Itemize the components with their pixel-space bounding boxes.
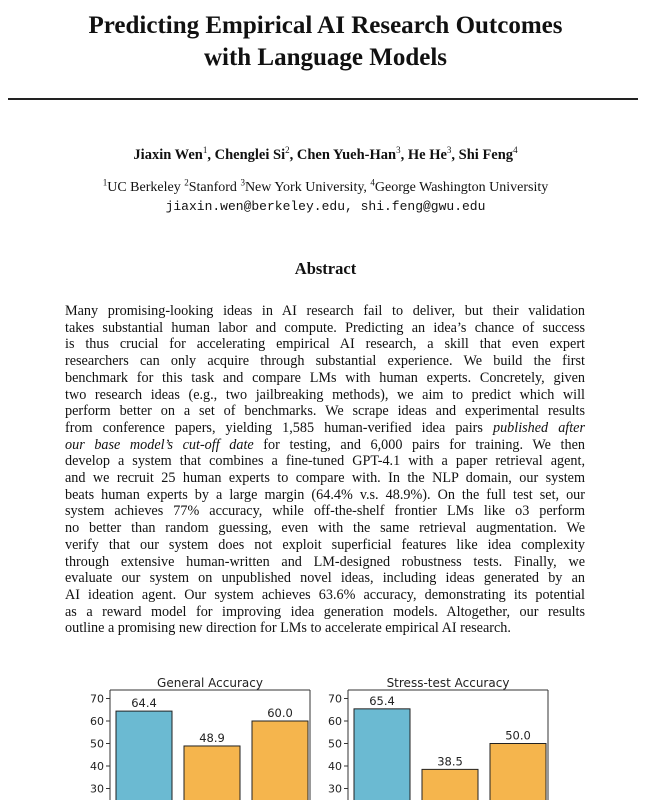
abstract-body xyxy=(65,303,585,637)
y-tick-label: 40 xyxy=(90,760,104,773)
abstract-line: from conference papers, yielding 1,585 human-verified idea pairs published after xyxy=(65,419,585,436)
general-accuracy-chart xyxy=(80,672,320,800)
abstract-line: as a reward model for improving idea generation models. Altogether, our results xyxy=(65,603,585,620)
bar xyxy=(252,721,308,800)
stress-test-accuracy-chart xyxy=(318,672,558,800)
y-tick-label: 50 xyxy=(90,737,104,751)
y-tick-label: 30 xyxy=(90,782,104,796)
author: Chenglei Si$^2$ xyxy=(214,145,290,163)
title-line-2: with Language Models xyxy=(203,44,448,71)
author-emails: jiaxin.wen@berkeley.edu, shi.feng@gwu.edu xyxy=(165,199,486,214)
abstract-heading: Abstract xyxy=(294,259,357,278)
abstract-line: develop a system that combines a fine-tuned GPT-4.1 with a paper retrieval agent, xyxy=(65,453,585,470)
abstract-line: takes substantial human labor and compute. Predicting an idea’s chance of success xyxy=(65,319,585,336)
abstract-line: through extensive human-written and LM-designed robustness tests. Finally, we xyxy=(65,553,585,570)
abstract-line: perform better on a set of benchmarks. We scrape ideas and experimental results xyxy=(65,403,585,420)
italic-fragment: our base model’s cut-off date xyxy=(65,436,254,453)
bar xyxy=(184,746,240,800)
bar xyxy=(354,709,410,800)
bar-value-label: 60.0 xyxy=(267,706,293,720)
author: Jiaxin Wen$^1$ xyxy=(133,145,208,163)
bar xyxy=(116,711,172,800)
paper-title xyxy=(0,10,651,74)
abstract-line: Many promising-looking ideas in AI research fail to deliver, but their validation xyxy=(65,303,585,319)
chart-title: General Accuracy xyxy=(157,676,263,690)
author-list: Jiaxin Wen$^1$, Chenglei Si$^2$, Chen Yueh-Han$^3$, He He$^3$, Shi Feng$^4$ xyxy=(133,145,518,163)
abstract-line: system achieves 77% accuracy, while off-the-shelf frontier LMs like o3 perform xyxy=(65,503,585,520)
bar-value-label: 65.4 xyxy=(369,693,395,708)
abstract-line: and we recruit 25 human experts to compare with. In the NLP domain, our system xyxy=(65,470,585,487)
abstract-line: evaluate our system on unpublished novel ideas, including ideas generated by an xyxy=(65,570,585,587)
bar-value-label: 64.4 xyxy=(131,696,157,711)
y-tick-label: 70 xyxy=(328,692,342,706)
abstract-line: our base model’s cut-off date for testing, and 6,000 pairs for training. We then xyxy=(65,436,585,453)
abstract-line: is thus crucial for accelerating empirical AI research, a skill that even expert xyxy=(65,336,585,353)
y-tick-label: 70 xyxy=(90,692,104,706)
y-tick-label: 60 xyxy=(90,715,104,728)
italic-fragment: published after xyxy=(492,419,585,436)
bar-value-label: 38.5 xyxy=(437,754,463,769)
y-tick-label: 30 xyxy=(328,782,342,796)
y-tick-label: 40 xyxy=(328,760,342,773)
author: Chen Yueh-Han$^3$ xyxy=(296,145,401,163)
chart-title: Stress-test Accuracy xyxy=(386,676,510,690)
author: He He$^3$ xyxy=(407,145,452,163)
abstract-line: two research ideas (e.g., two jailbreaking methods), we aim to predict which will xyxy=(65,386,585,403)
abstract-line: AI ideation agent. Our system achieves 63.6% accuracy, demonstrating its potential xyxy=(65,586,585,603)
bar xyxy=(422,769,478,800)
abstract-line: beats human experts by a large margin (64.4% v.s. 48.9%). On the full test set, our xyxy=(65,486,585,503)
abstract-line: researchers can only acquire through substantial experience. We build the first xyxy=(65,353,585,370)
title-rule xyxy=(8,98,638,100)
bar-value-label: 48.9 xyxy=(199,730,225,745)
y-tick-label: 50 xyxy=(328,737,342,751)
author: Shi Feng$^4$ xyxy=(458,145,518,163)
abstract-line: benchmark for this task and compare LMs with human experts. Concretely, given xyxy=(65,369,585,386)
bar xyxy=(490,744,546,800)
bar-value-label: 50.0 xyxy=(505,728,531,743)
abstract-line: no better than random guessing, even with the same retrieval augmentation. We xyxy=(65,520,585,537)
abstract-line: verify that our system does not exploit superficial features like idea complexity xyxy=(65,536,585,553)
abstract-line: outline a promising new direction for LMs to accelerate empirical AI research. xyxy=(65,620,511,637)
affiliations: $^1$UC Berkeley $^2$Stanford $^3$New York University, $^4$George Washington University xyxy=(102,177,549,195)
title-line-1: Predicting Empirical AI Research Outcomes xyxy=(88,12,563,39)
y-tick-label: 60 xyxy=(328,715,342,728)
